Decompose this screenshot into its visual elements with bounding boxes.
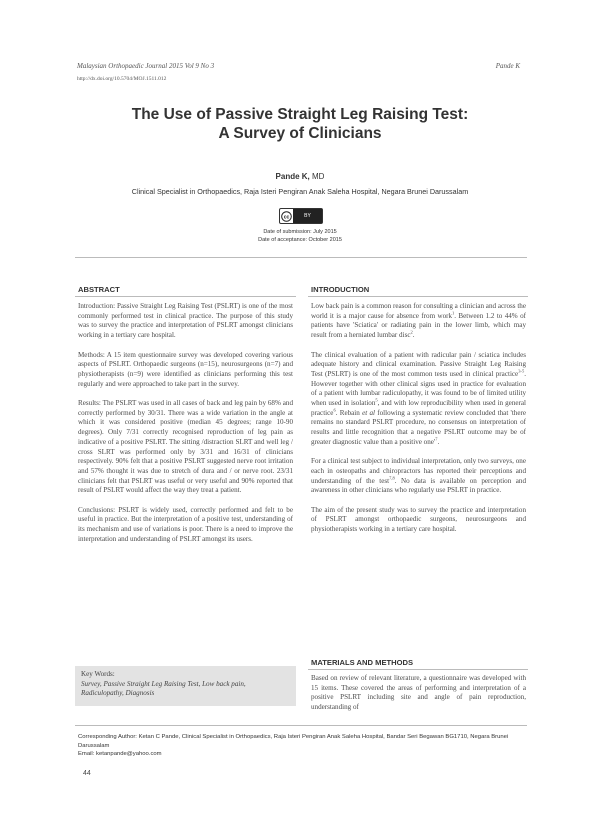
abstract-results: Results: The PSLRT was used in all cases of back and leg pain by 68% and correctly performed by 30/31. There was a wide variation in the angle at which it was considered positive (median 45 degrees; range 10-90 degrees). Only 7/31 correctly recognised reproduction of leg pain as indicative of a positive PSLRT. The sitting /distraction SLRT and well leg / cross SLRT was performed only by 3/31 and 16/31 of clinicians respectively. 90% felt that a positive PSLRT suggested nerve root irritation and 57% thought it was due to stretch of dura and / or nerve root. 23/31 clinicians felt that PSLRT was useful or very useful and 90% reported that result of PSLRT would affect the way they treat a patient. [78, 399, 293, 495]
author-name: Pande K, [275, 172, 310, 181]
intro-paragraph-1: Low back pain is a common reason for consulting a clinician and across the world it is a major cause for absence from work$^1$. Between 1.2 to 44% of patients have 'Sciatica' or radiating pain in the lower limb, which may result from a herniated lumbar disc$^2$. [311, 302, 526, 340]
doi-link[interactable]: http://dx.doi.org/10.5704/MOJ.1511.012 [77, 76, 167, 82]
cc-icon [280, 210, 293, 223]
keywords-box [75, 666, 296, 706]
paper-title [60, 105, 540, 143]
keywords-label: Key Words: [81, 670, 115, 678]
methods-heading-rule [308, 669, 528, 670]
header-divider [75, 257, 527, 258]
methods-paragraph-1: Based on review of relevant literature, a questionnaire was developed with 15 items. These covered the areas of performing and interpretation of a positive PSLRT including site and angle of pain reproduction, understanding of [311, 674, 526, 712]
svg-text:cc: cc [283, 213, 290, 220]
title-line-1: The Use of Passive Straight Leg Raising Test: [131, 106, 469, 123]
methods-body [311, 674, 526, 723]
cc-by-license-badge[interactable] [279, 208, 323, 224]
footer-divider [75, 725, 527, 726]
abstract-body [78, 302, 293, 554]
intro-paragraph-3: For a clinical test subject to individual interpretation, only two surveys, one each in osteopaths and chiropractors has reported their perceptions and understanding of the test$^{7,8}$. No data is available on perception and awareness in other clinicians who regularly use PSLRT in practice. [311, 457, 527, 495]
author-degree: MD [309, 172, 325, 181]
abstract-introduction: Introduction: Passive Straight Leg Raising Test (PSLRT) is one of the most commonly performed test in clinical practice. The purpose of this study was to survey the practice and interpretation of PSLRT amongst clinicians working in a tertiary care hospital. [78, 302, 293, 340]
author-line [0, 172, 600, 181]
abstract-heading-rule [75, 296, 296, 297]
abstract-conclusions: Conclusions: PSLRT is widely used, correctly performed and felt to be useful in practice. But the interpretation of a positive test, understanding of its mechanism and use of variations is poor. There is a need to improve the interpretation and understanding of PSLRT amongst its users. [78, 505, 293, 543]
intro-paragraph-2: The clinical evaluation of a patient with radicular pain / sciatica includes adequate history and clinical examination. Passive Straight Leg Raising Test (PSLRT) is one of the most common tests used in clinical practice$^{3-5}$. However together with other clinical signs used in practice for evaluation of a patient with lumbar radiculopathy, it was found to be of limited utility when used in isolation$^5$, and with low reproducibility when used in general practice$^6$. Rebain et al following a systematic review concluded that 'there remains no standard PSLRT procedure, no consensus on interpretation of results and little recognition that a negative PSLRT outcome may be of greater diagnostic value than a positive $one'^7$. [311, 350, 527, 446]
corresponding-email[interactable]: Email: ketanpande@yahoo.com [78, 751, 162, 758]
keywords-list: Survey, Passive Straight Leg Raising Test, Low back pain, Radiculopathy, Diagnosis [81, 679, 246, 697]
running-author: Pande K [495, 62, 520, 70]
abstract-heading: ABSTRACT [78, 285, 120, 294]
introduction-heading-rule [308, 296, 528, 297]
intro-paragraph-4: The aim of the present study was to survey the practice and interpretation of PSLRT amongst orthopaedic surgeons, neurosurgeons and physiotherapists working in a tertiary care hospital. [311, 505, 526, 534]
author-affiliation: Clinical Specialist in Orthopaedics, Raja Isteri Pengiran Anak Saleha Hospital, Negara Brunei Darussalam [131, 187, 469, 196]
correspondence-note [78, 733, 530, 759]
abstract-methods: Methods: A 15 item questionnaire survey was developed covering various aspects of PSLRT. Orthopaedic surgeons (n=15), neurosurgeons (n=7) and physiotherapists (n=9) were identified as clinicians performing this test regularly and were approached to take part in the survey. [78, 350, 293, 388]
title-line-2: A Survey of Clinicians [218, 125, 382, 142]
date-acceptance: Date of acceptance: October 2015 [258, 237, 342, 243]
submission-dates [0, 228, 600, 244]
introduction-body [311, 302, 526, 545]
introduction-heading: INTRODUCTION [311, 285, 370, 294]
date-submission: Date of submission: July 2015 [263, 229, 337, 235]
corresponding-author: Corresponding Author: Ketan C Pande, Clinical Specialist in Orthopaedics, Raja Isteri Pengiran Anak Saleha Hospital, Bandar Seri Begawan BG1710, Negara Brunei Darussalam [78, 734, 509, 749]
license-by-label: BY [293, 209, 322, 223]
journal-citation: Malaysian Orthopaedic Journal 2015 Vol 9 No 3 [77, 62, 215, 70]
page-number: 44 [83, 770, 91, 777]
methods-heading: MATERIALS AND METHODS [311, 658, 414, 667]
